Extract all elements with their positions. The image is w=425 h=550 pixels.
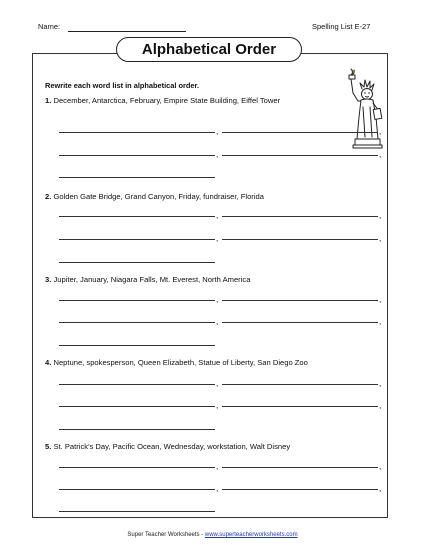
answer-line[interactable] (222, 322, 378, 323)
answer-line[interactable] (222, 467, 378, 468)
answer-comma: , (379, 379, 382, 388)
answer-comma: , (379, 462, 382, 471)
answer-line[interactable] (59, 345, 215, 346)
answer-line[interactable] (59, 155, 215, 156)
answer-comma: , (216, 484, 219, 493)
answer-line[interactable] (59, 406, 215, 407)
answer-line[interactable] (59, 489, 215, 490)
answer-line[interactable] (222, 155, 378, 156)
answer-line[interactable] (222, 384, 378, 385)
answer-line[interactable] (59, 216, 215, 217)
question-words: Jupiter, January, Niagara Falls, Mt. Everest, North America (53, 275, 251, 284)
question-3 (45, 275, 345, 286)
answer-line[interactable] (59, 262, 215, 263)
question-number: 2. (45, 192, 52, 201)
answer-line[interactable] (59, 384, 215, 385)
answer-comma: , (379, 401, 382, 410)
answer-comma: , (379, 127, 382, 136)
question-words: St. Patrick's Day, Pacific Ocean, Wednesday, workstation, Walt Disney (53, 442, 291, 451)
answer-line[interactable] (59, 300, 215, 301)
answer-comma: , (216, 295, 219, 304)
question-words: December, Antarctica, February, Empire State Building, Eiffel Tower (53, 96, 281, 105)
question-words: Golden Gate Bridge, Grand Canyon, Friday, fundraiser, Florida (53, 192, 264, 201)
answer-comma: , (379, 484, 382, 493)
footer (0, 532, 425, 538)
answer-comma: , (216, 317, 219, 326)
question-number: 5. (45, 442, 52, 451)
answer-line[interactable] (59, 177, 215, 178)
answer-comma: , (379, 150, 382, 159)
answer-comma: , (379, 234, 382, 243)
answer-comma: , (216, 211, 219, 220)
answer-comma: , (379, 317, 382, 326)
answer-comma: , (379, 211, 382, 220)
footer-dash: - (201, 532, 204, 538)
question-number: 1. (45, 96, 52, 105)
answer-line[interactable] (59, 132, 215, 133)
spelling-list-id: Spelling List E-27 (312, 22, 371, 31)
name-write-line[interactable] (68, 31, 186, 32)
question-2 (45, 192, 345, 203)
footer-brand: Super Teacher Worksheets (127, 532, 200, 538)
page-title: Alphabetical Order (116, 37, 302, 62)
answer-line[interactable] (59, 511, 215, 512)
answer-line[interactable] (59, 239, 215, 240)
footer-url-link[interactable]: www.superteacherworksheets.com (204, 532, 298, 538)
answer-line[interactable] (222, 132, 378, 133)
question-words: Neptune, spokesperson, Queen Elizabeth, Statue of Liberty, San Diego Zoo (53, 358, 308, 367)
answer-comma: , (216, 462, 219, 471)
instructions: Rewrite each word list in alphabetical order. (45, 81, 200, 90)
answer-line[interactable] (222, 489, 378, 490)
name-label: Name: (38, 22, 61, 31)
answer-comma: , (216, 401, 219, 410)
question-number: 4. (45, 358, 52, 367)
answer-line[interactable] (59, 322, 215, 323)
question-5 (45, 442, 345, 453)
answer-comma: , (216, 150, 219, 159)
question-4 (45, 358, 385, 369)
answer-line[interactable] (59, 429, 215, 430)
answer-comma: , (216, 234, 219, 243)
answer-comma: , (216, 379, 219, 388)
question-number: 3. (45, 275, 52, 284)
answer-line[interactable] (222, 406, 378, 407)
question-1 (45, 96, 345, 107)
answer-line[interactable] (59, 467, 215, 468)
answer-line[interactable] (222, 239, 378, 240)
answer-line[interactable] (222, 216, 378, 217)
answer-line[interactable] (222, 300, 378, 301)
answer-comma: , (379, 295, 382, 304)
statue-of-liberty-icon (343, 67, 389, 149)
answer-comma: , (216, 127, 219, 136)
